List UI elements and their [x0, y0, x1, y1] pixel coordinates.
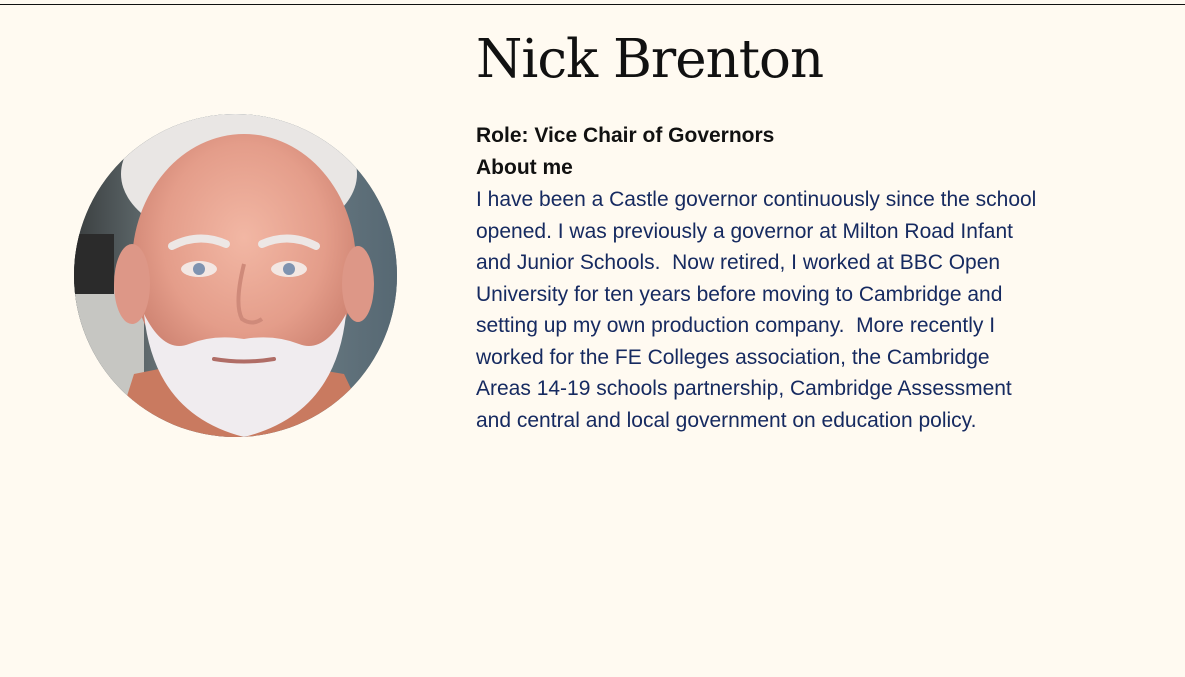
profile-photo [74, 114, 397, 437]
role-label: Role: Vice Chair of Governors [476, 124, 775, 147]
portrait-image [74, 114, 397, 437]
bio-text: I have been a Castle governor continuously since the school opened. I was previously a governor at Milton Road Infant and Junior Schools. Now retired, I worked at BBC Open University for ten years before moving to Cambridge and setting up my own production company. More recently I worked for the FE Colleges association, the Cambridge Areas 14-19 schools partnership, Cambridge Assessment and central and local government on education policy. [476, 188, 1043, 432]
profile-details [476, 120, 1041, 436]
top-divider [0, 4, 1185, 5]
about-heading: About me [476, 156, 573, 179]
person-name: Nick Brenton [476, 29, 824, 90]
